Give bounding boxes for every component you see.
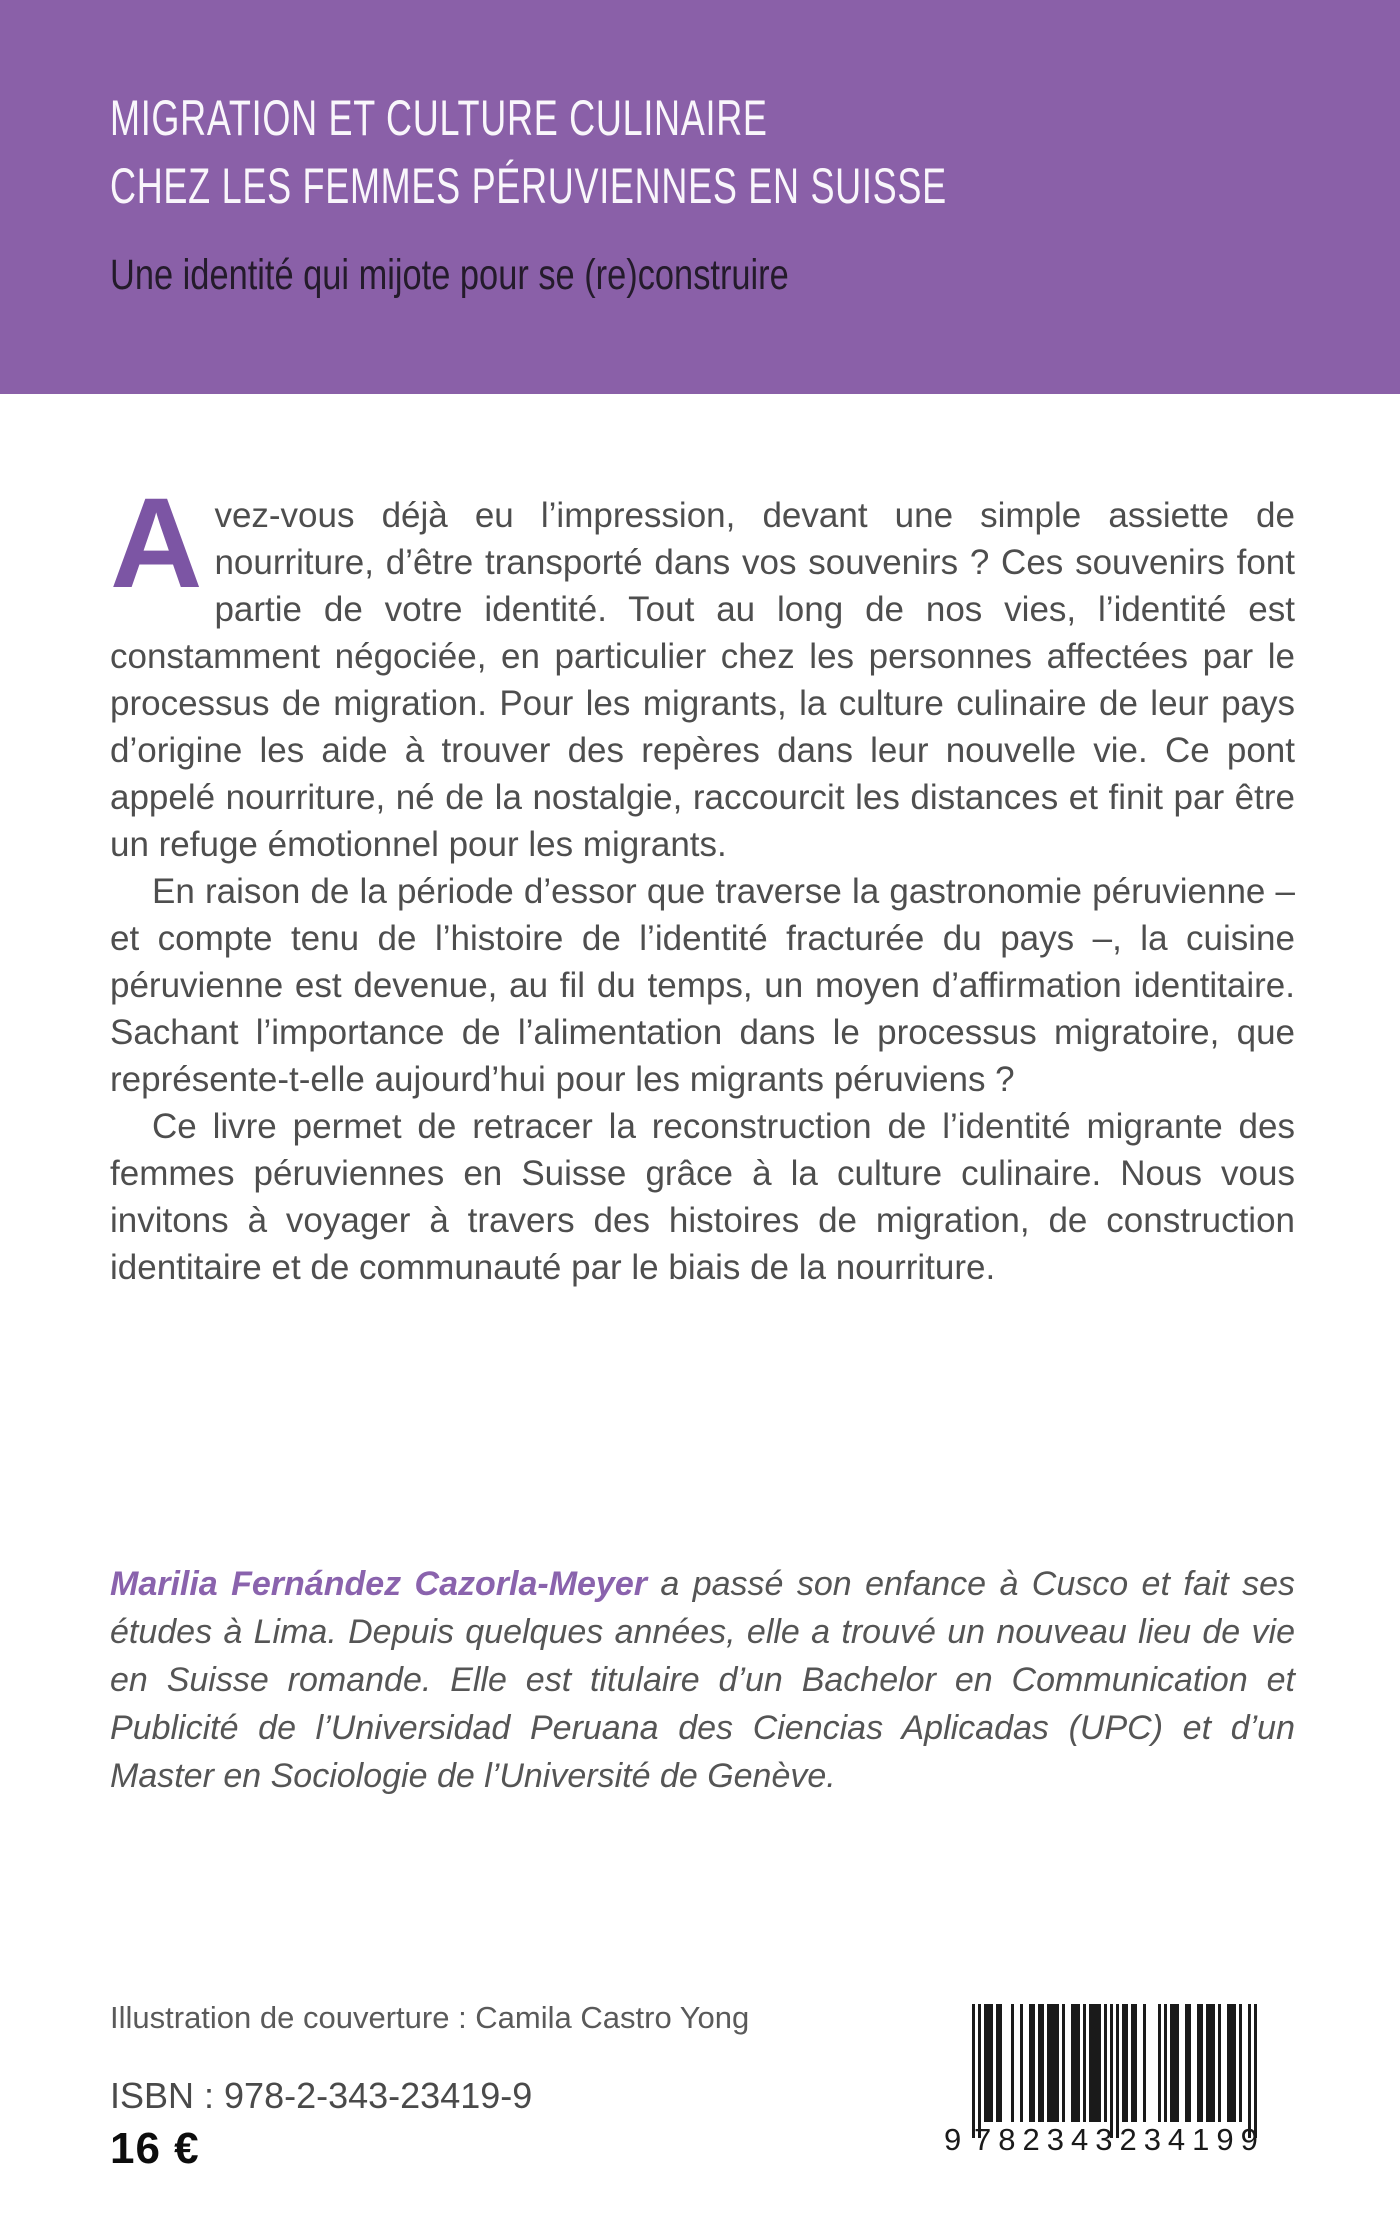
- illustration-credit: Illustration de couverture : Camila Castro Yong: [110, 2000, 750, 2035]
- paragraph-2: En raison de la période d’essor que traverse la gastronomie péruvienne – et compte tenu de l’histoire de l’identité fracturée du pays –, la cuisine péruvienne est devenue, au fil du temps, un moyen d’affirmation identitaire. Sachant l’importance de l’alimentation dans le processus migratoire, que représente-t-elle aujourd’hui pour les migrants péruviens ?: [110, 872, 1295, 1099]
- barcode-number: [944, 2120, 1265, 2160]
- ean13-barcode: [944, 2004, 1265, 2164]
- back-cover-text: [110, 472, 1295, 1291]
- paragraph-3: Ce livre permet de retracer la reconstruction de l’identité migrante des femmes péruviennes en Suisse grâce à la culture culinaire. Nous vous invitons à voyager à travers des histoires de migration, de construction identitaire et de communauté par le biais de la nourriture.: [110, 1107, 1295, 1287]
- book-title-line-2: CHEZ LES FEMMES PÉRUVIENNES EN SUISSE: [110, 158, 947, 214]
- price-text: 16 €: [110, 2124, 200, 2173]
- barcode-digits-right: 234199: [1119, 2122, 1265, 2157]
- book-title-line-1: MIGRATION ET CULTURE CULINAIRE: [110, 90, 768, 146]
- author-name: Marilia Fernández Cazorla-Meyer: [110, 1565, 647, 1603]
- book-title: [110, 84, 1272, 220]
- header-band: [0, 0, 1400, 394]
- author-bio-text: a passé son enfance à Cusco et fait ses études à Lima. Depuis quelques années, elle a trouvé un nouveau lieu de vie en Suisse romande. Elle est titulaire d’un Bachelor en Communication et Publicité de l’Universidad Peruana des Ciencias Aplicadas (UPC) et d’un Master en Sociologie de l’Université de Genève.: [110, 1565, 1295, 1795]
- barcode-digits-left: 782343: [974, 2122, 1120, 2157]
- drop-cap: A: [110, 472, 203, 615]
- paragraph-1: [110, 472, 1295, 868]
- barcode-digit-first: 9: [944, 2122, 962, 2157]
- book-subtitle: Une identité qui mijote pour se (re)construire: [110, 251, 789, 299]
- barcode-bars: [972, 2004, 1257, 2138]
- paragraph-1-text: vez-vous déjà eu l’impression, devant une simple assiette de nourriture, d’être transporté dans vos souvenirs ? Ces souvenirs font partie de votre identité. Tout au long de nos vies, l’identité est constamment négociée, en particulier chez les personnes affectées par le processus de migration. Pour les migrants, la culture culinaire de leur pays d’origine les aide à trouver des repères dans leur nouvelle vie. Ce pont appelé nourriture, né de la nostalgie, raccourcit les distances et finit par être un refuge émotionnel pour les migrants.: [110, 496, 1295, 864]
- author-bio: [110, 1560, 1295, 1800]
- isbn-text: ISBN : 978-2-343-23419-9: [110, 2075, 533, 2116]
